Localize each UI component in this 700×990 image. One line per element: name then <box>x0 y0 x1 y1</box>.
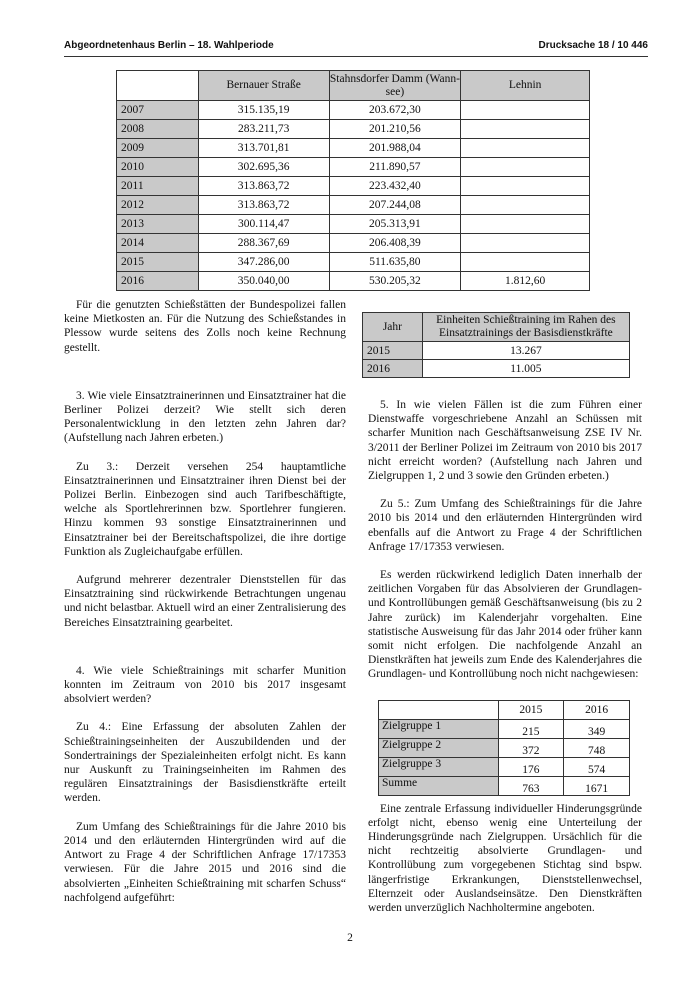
table-cell <box>461 234 590 253</box>
table-cell: Zielgruppe 1 <box>379 720 499 739</box>
page-header <box>64 40 648 51</box>
table-cell: 302.695,36 <box>198 158 329 177</box>
paragraph: Für die genutzten Schießstätten der Bundespolizei fallen keine Mietkosten an. Für die Nutzung des Schießstandes in Plessow wurde seitens des Zolls noch keine Rechnung gestellt. <box>64 299 346 354</box>
table-header-cell: 2016 <box>564 701 630 720</box>
table-cell: 205.313,91 <box>329 215 461 234</box>
answer-5: Zu 5.: Zum Umfang des Schießtrainings für die Jahre 2010 bis 2014 und den erläuternden Hintergründen wird ebenfalls auf die Antwort zu Frage 4 der Schriftlichen Anfrage 17/17353 verwiesen. <box>368 498 642 553</box>
table-cell: 315.135,19 <box>198 101 329 120</box>
table-cell: 2014 <box>117 234 199 253</box>
table-cell: 203.672,30 <box>329 101 461 120</box>
header-line: see) <box>385 85 405 98</box>
table-cell: 201.210,56 <box>329 120 461 139</box>
table-cell: 1671 <box>564 777 630 796</box>
table-row <box>379 720 630 739</box>
table-cell: 2016 <box>117 272 199 291</box>
paragraph: Aufgrund mehrerer dezentraler Dienststellen für das Einsatztraining sind rückwirkende Betrachtungen ungenau und nicht belastbar. Aktuell wird an einer Zentralisierung des Bereiches Einsatztraining gearbeitet. <box>64 574 346 629</box>
table-row <box>117 120 590 139</box>
paragraph: Eine zentrale Erfassung individueller Hinderungsgründe erfolgt nicht, ebenso wenig eine Unterteilung der Hinderungsgründe nach Zielgruppen. Ursächlich für die nicht rechtzeitig absolvierte Grundlagen- und Kontrollübung zum vorgegebenen Stichtag sind bspw. längerfristige Erkrankungen, Dienststellenwechsel, Elternzeit oder Auslandseinsätze. Den Dienstkräften werden unverzüglich Nachholtermine angeboten. <box>368 802 642 915</box>
table-cell <box>461 253 590 272</box>
table-cell <box>461 177 590 196</box>
table-cell: 2007 <box>117 101 199 120</box>
question-5: 5. In wie vielen Fällen ist die zum Führen einer Dienstwaffe vorgeschriebene Anzahl an Schüssen mit scharfer Munition nach Geschäftsanweisung ZSE IV Nr. 3/2011 der Berliner Polizei im Zeitraum von 2010 bis 2017 nicht erreicht worden? (Aufstellung nach Jahren und Zielgruppen 1, 2 und 3 sowie den Gründen erbeten.) <box>368 399 642 483</box>
header-right: Drucksache 18 / 10 446 <box>538 40 648 51</box>
target-group-table <box>378 700 630 796</box>
table-cell <box>461 196 590 215</box>
table-cell: 530.205,32 <box>329 272 461 291</box>
question-4: 4. Wie viele Schießtrainings mit scharfer Munition konnten im Zeitraum von 2010 bis 2017 insgesamt absolviert werden? <box>64 664 346 706</box>
table-cell: 763 <box>498 777 564 796</box>
table-cell: 288.367,69 <box>198 234 329 253</box>
table-cell: 207.244,08 <box>329 196 461 215</box>
table-cell: 2010 <box>117 158 199 177</box>
table-cell: 2012 <box>117 196 199 215</box>
table-cell: 2011 <box>117 177 199 196</box>
table-row <box>363 360 630 378</box>
table-cell <box>461 215 590 234</box>
paragraph: Zum Umfang des Schießtrainings für die Jahre 2010 bis 2014 und den erläuternden Hintergründen wird auf die Antwort zu Frage 4 der Schriftlichen Anfrage 17/17353 verwiesen. Für die Jahre 2015 und 2016 sind die absolvierten „Einheiten Schießtraining mit scharfen Schuss“ nachfolgend aufgeführt: <box>64 820 346 904</box>
table-row <box>117 234 590 253</box>
table-cell: 2015 <box>363 342 423 360</box>
table-cell: 283.211,73 <box>198 120 329 139</box>
table-header-row <box>363 313 630 342</box>
table-header-cell: Lehnin <box>461 71 590 101</box>
table-row <box>379 758 630 777</box>
table-row <box>117 158 590 177</box>
table-header-cell: Jahr <box>363 313 423 342</box>
answer-3: Zu 3.: Derzeit versehen 254 hauptamtliche Einsatztrainerinnen und Einsatztrainer ihren Dienst bei der Polizei Berlin. Einbezogen sind auch Tarifbeschäftigte, welche als Sportlehrerinnen bzw. Sportlehrer fungieren. Hinzu kommen 93 sonstige Einsatztrainerinnen und Einsatztrainer bei der Bereitschaftspolizei, die ihre dortige Funktion als Zugleichaufgabe erfüllen. <box>64 460 346 558</box>
header-left: Abgeordnetenhaus Berlin – 18. Wahlperiode <box>64 40 274 51</box>
table-header-cell <box>329 71 461 101</box>
header-rule <box>64 56 648 57</box>
table-cell: 2016 <box>363 360 423 378</box>
costs-table <box>116 70 590 291</box>
table-row <box>379 739 630 758</box>
training-units-table <box>362 312 630 378</box>
table-cell: 2009 <box>117 139 199 158</box>
right-column <box>368 398 642 915</box>
paragraph: Es werden rückwirkend lediglich Daten innerhalb der zeitlichen Vorgaben für das Absolvieren der Grundlagen- und Kontrollübungen gemäß Geschäftsanweisung (bis zu 2 Jahre zurück) im Kalenderjahr vorgehalten. Eine statistische Ausweisung für das Jahr 2014 oder früher kann somit nicht erfolgen. Die nachfolgende Anzahl an Dienstkräften hat jeweils zum Ende des Kalenderjahres die Grundlagen- und Kontrollübung noch nicht nachgewiesen: <box>368 569 642 681</box>
table-row <box>117 177 590 196</box>
table-header-cell <box>379 701 499 720</box>
table-cell: Zielgruppe 3 <box>379 758 499 777</box>
answer-4: Zu 4.: Eine Erfassung der absoluten Zahlen der Schießtrainingseinheiten der Auszubildenden und der Sondertrainings der Spezialeinheiten erfolgt nicht. Es kann nur Auskunft zu Trainingseinheiten im Rahmen des regulären Einsatztrainings der Basisdienstkräfte erteilt werden. <box>64 721 346 805</box>
table-cell <box>461 120 590 139</box>
table-cell: 372 <box>498 739 564 758</box>
table-cell: 313.863,72 <box>198 177 329 196</box>
table-cell: 349 <box>564 720 630 739</box>
table-cell <box>461 101 590 120</box>
table-cell: 748 <box>564 739 630 758</box>
table-cell: 2008 <box>117 120 199 139</box>
table-cell: 2013 <box>117 215 199 234</box>
table-row <box>117 253 590 272</box>
table-header-cell: Bernauer Straße <box>198 71 329 101</box>
table-row <box>117 215 590 234</box>
table-cell <box>461 158 590 177</box>
table-cell: 574 <box>564 758 630 777</box>
table-cell: 215 <box>498 720 564 739</box>
table-cell: 11.005 <box>422 360 629 378</box>
page-number: 2 <box>347 932 353 944</box>
table-cell: 211.890,57 <box>329 158 461 177</box>
table-cell: 176 <box>498 758 564 777</box>
table-row <box>117 139 590 158</box>
table-cell: 206.408,39 <box>329 234 461 253</box>
table-header-cell: 2015 <box>498 701 564 720</box>
table-row <box>117 272 590 291</box>
table-cell: 2015 <box>117 253 199 272</box>
table-cell: 1.812,60 <box>461 272 590 291</box>
table-cell: 347.286,00 <box>198 253 329 272</box>
table-cell: Summe <box>379 777 499 796</box>
table-cell: 223.432,40 <box>329 177 461 196</box>
table-cell: 313.701,81 <box>198 139 329 158</box>
table-row <box>379 777 630 796</box>
table-cell: 300.114,47 <box>198 215 329 234</box>
table-header-row <box>117 71 590 101</box>
table-cell: 313.863,72 <box>198 196 329 215</box>
table-cell <box>461 139 590 158</box>
table-header-row <box>379 701 630 720</box>
table-cell: 201.988,04 <box>329 139 461 158</box>
table-row <box>117 101 590 120</box>
table-cell: 13.267 <box>422 342 629 360</box>
table-cell: 511.635,80 <box>329 253 461 272</box>
table-row <box>363 342 630 360</box>
header-line: Stahnsdorfer Damm (Wann- <box>329 72 460 85</box>
table-cell: Zielgruppe 2 <box>379 739 499 758</box>
question-3: 3. Wie viele Einsatztrainerinnen und Einsatztrainer hat die Berliner Polizei derzeit? Wie stellt sich deren Personalentwicklung in den letzten zehn Jahren dar? (Aufstellung nach Jahren erbeten.) <box>64 389 346 445</box>
table-header-cell: Einheiten Schießtraining im Rahen des Einsatztrainings der Basisdienstkräfte <box>422 313 629 342</box>
table-header-cell <box>117 71 199 101</box>
table-row <box>117 196 590 215</box>
table-cell: 350.040,00 <box>198 272 329 291</box>
left-column <box>64 298 346 905</box>
